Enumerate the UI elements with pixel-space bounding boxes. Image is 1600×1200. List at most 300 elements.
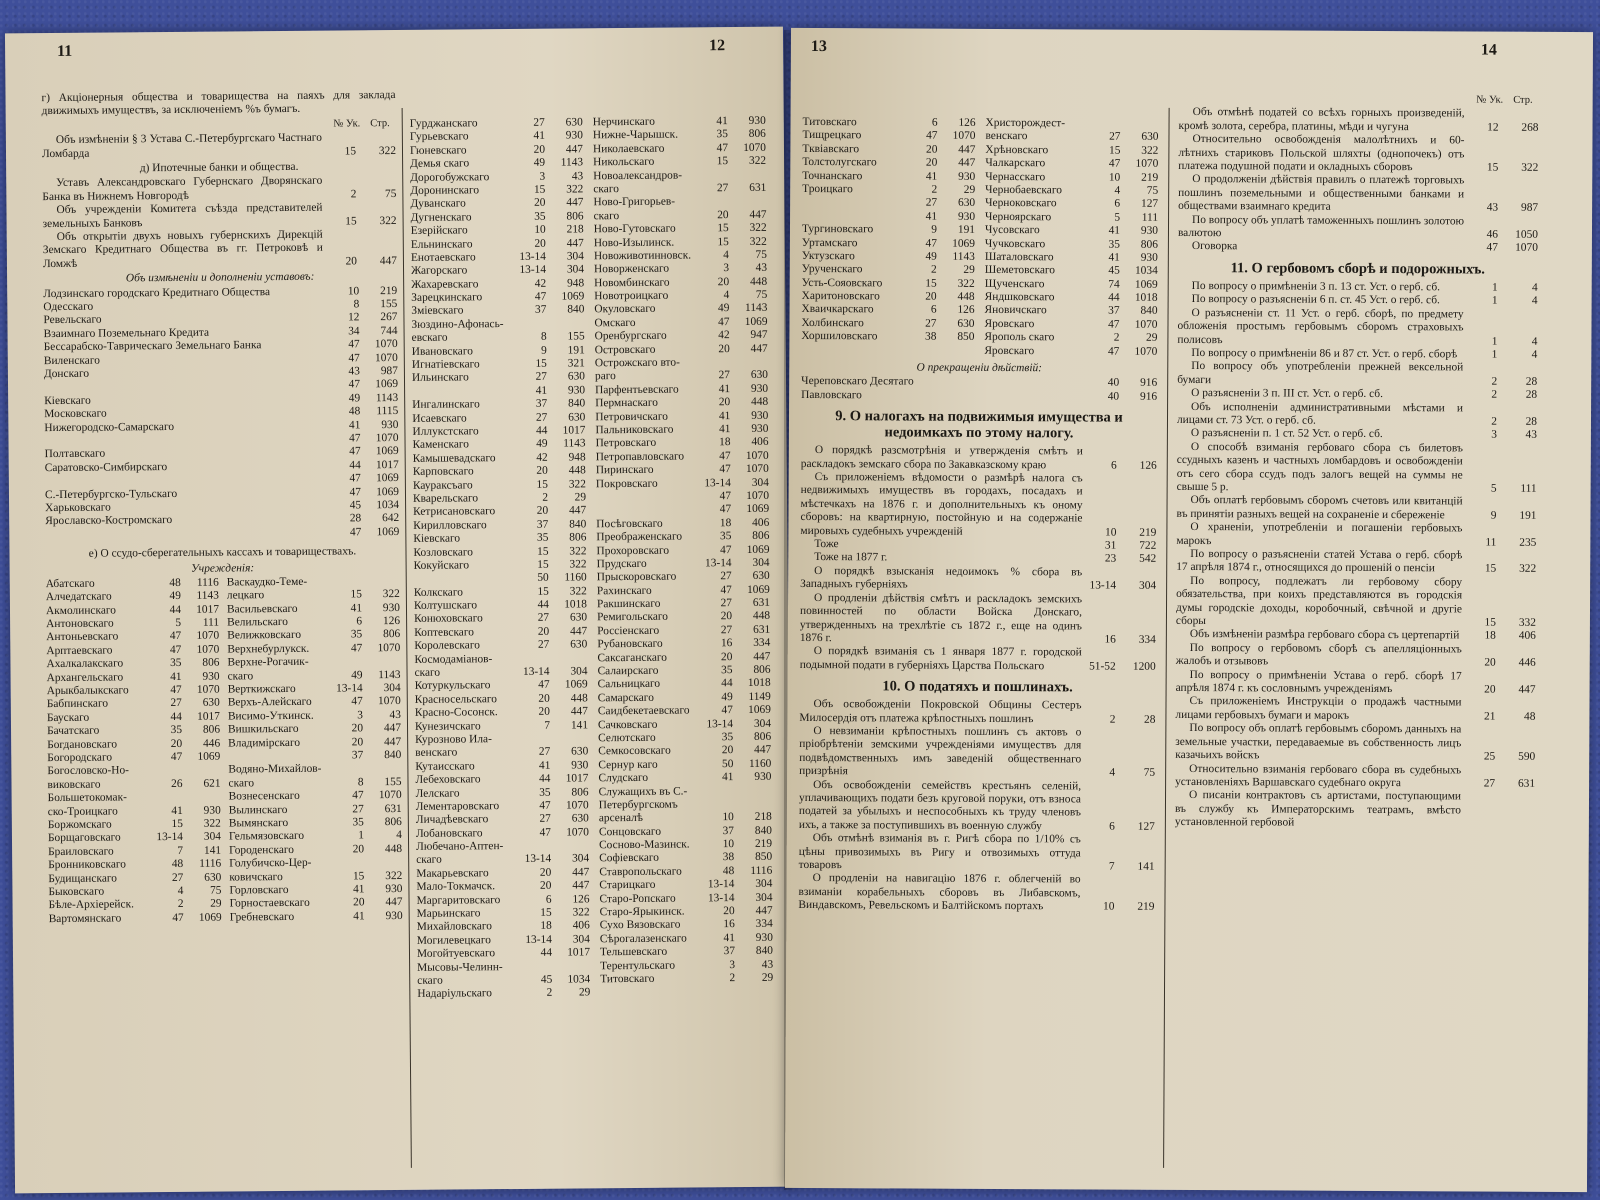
entry-title: Абатскаго [45,577,95,591]
entry-issue-number: 2 [931,183,938,196]
entry-title: Велижковскаго [227,629,302,642]
entry-page-number: 1069 [376,472,399,485]
entry-issue-number: 2 [1109,713,1116,726]
entry-title: Съ приложеніемъ вѣдомости о размѣрѣ налога съ недвижимыхъ имуществъ въ городахъ, посадахъ и мѣстечкахъ на 1876 г. и дополнительныхъ къ оному сборовъ: на квартирную, постойную и на содержаніе мировыхъ судебныхъ учрежденій [800,471,1083,538]
page-11-column [41,88,402,926]
entry-issue-number: 49 [169,590,181,603]
entry-title: Лелскаго [415,787,460,800]
entry-title: Полтавскаго [44,447,106,461]
entry-page-number: 1018 [564,598,588,611]
entry-title: По вопросу о разъясненіи статей Устава о герб. сборѣ 17 апрѣля 1874 г., относящихся до прошеній о пенсіи [1176,548,1463,575]
entry-title: Титовскаго [600,972,655,986]
entry-page-number: 806 [384,815,402,829]
entry-page-number: 1160 [748,757,772,770]
page-12-column [410,115,774,1002]
list-item [802,236,975,250]
entry-issue-number: 15 [716,155,729,168]
entry-title: Васкаудко-Теме- [226,575,308,589]
entry-page-number: 141 [1137,860,1155,873]
entry-title: Макарьевскаго [416,867,489,880]
entry-page-number: 930 [957,210,976,223]
entry-title: Дуванскаго [410,197,466,211]
list-item [802,129,975,143]
entry-issue-number: 41 [353,909,365,923]
index-entry [1177,441,1537,497]
entry-page-number: 840 [1140,305,1158,318]
entry-title: скаго [227,669,254,683]
index-entry [1178,240,1538,255]
list-item [802,196,975,210]
entry-page-number: 191 [957,223,976,236]
entry-title: По вопросу о примѣненіи Устава о герб. сборѣ 17 апрѣля 1874 г. къ сословнымъ учрежденіямъ [1175,668,1462,696]
entry-title: Яровскаго [984,344,1035,357]
entry-issue-number: 1 [1491,281,1498,294]
entry-title: Космодаміанов- [414,652,493,666]
entry-title: Иллукстскаго [412,425,479,438]
page-12-right-list [593,115,774,1000]
entry-page-number: 1017 [567,946,591,959]
entry-title: Петропавловскаго [595,450,685,464]
entry-page-number: 590 [1518,750,1536,763]
entry-page-number: 840 [569,518,587,531]
entry-title: Браиловскаго [48,845,114,858]
entry-page-number: 322 [569,585,587,598]
entry-title: Кіевскаго [44,394,91,407]
entry-page-number: 630 [569,611,588,624]
entry-issue-number: 47 [348,338,360,351]
entry-issue-number: 37 [535,397,548,411]
entry-title: О порядкѣ разсмотрѣнія и утвержденія смѣтъ и раскладокъ земскаго сбора по Закавказскому краю [800,444,1083,471]
entry-issue-number: 10 [722,838,735,851]
entry-issue-number: 35 [716,128,728,141]
entry-title: Саидбекетаевскаго [597,704,690,718]
entry-issue-number: 20 [1484,683,1496,696]
entry-page-number: 840 [755,944,774,958]
entry-page-number: 141 [570,718,589,732]
entry-title: Виленскаго [43,354,100,367]
entry-title: скаго [593,183,619,196]
entry-page-number: 1143 [560,156,584,169]
entry-page-number: 1050 [1515,228,1539,241]
entry-issue-number: 5 [175,616,182,630]
entry-issue-number [328,575,362,589]
entry-issue-number: 44 [537,598,550,611]
entry-page-number: 447 [379,254,398,268]
entry-page-number: 322 [572,906,590,919]
entry-title: Вознесенскаго [228,790,300,803]
entry-page-number: 334 [753,636,771,650]
entry-page-number: 630 [750,369,769,382]
entry-page-number: 448 [570,692,588,705]
entry-issue-number [694,195,728,209]
entry-title: Коптевскаго [414,626,474,639]
entry-page-number: 542 [1139,553,1157,566]
entry-issue-number [517,840,551,854]
entry-page-number: 1116 [196,576,219,589]
entry-title: Чалкарскаго [985,157,1046,170]
entry-issue-number: 15 [717,235,729,248]
entry-page-number: 75 [209,884,222,897]
entry-issue-number: 4 [723,249,729,262]
section-9-heading: 9. О налогахъ на подвижимыя имущества и недоимкахъ по этому налогу. [835,408,1123,442]
entry-title: Могойтуевскаго [416,947,496,961]
entry-issue-number: 2 [1491,415,1498,428]
entry-issue-number: 37 [723,945,736,958]
entry-title: Черноярскаго [985,210,1052,224]
entry-title: О невзиманіи крѣпостныхъ пошлинъ съ актовъ о пріобрѣтеніи земскими учрежденіями имуществъ для подвѣдомственныхъ имъ заведеній общественнаго призрѣнія [799,724,1082,778]
entry-issue-number: 2 [1113,331,1120,344]
entry-title: Лебеховскаго [415,773,481,787]
entry-title: Каменскаго [412,438,470,452]
entry-issue-number: 37 [534,304,547,317]
entry-issue-number: 20 [345,255,358,268]
entry-title: Россіенскаго [597,624,660,638]
entry-page-number [546,317,584,331]
entry-title: Ремигольскаго [597,611,669,624]
entry-title: Старицкаго [599,879,656,892]
entry-title: Урученскаго [801,263,863,276]
entry-page-number: 448 [568,464,586,477]
entry-issue-number: 35 [539,786,551,799]
entry-page-number: 1017 [562,424,586,437]
entry-issue-number: 49 [925,250,937,263]
entry-issue-number: 1 [1491,294,1498,307]
entry-page-number: 447 [1518,683,1536,696]
entry-page-number: 28 [1144,713,1156,726]
entry-page-number: 630 [204,871,222,884]
entry-issue-number: 48 [169,576,181,589]
entry-title: Никольскаго [593,155,655,169]
entry-issue-number: 40 [1107,390,1120,403]
list-item [985,264,1158,278]
entry-issue-number: 35 [1108,238,1120,251]
entry-title: Чернасскаго [985,170,1046,183]
entry-title: Объ отмѣнѣ податей со всѣхъ горныхъ произведеній, кромѣ золота, серебра, платины, мѣди и чугуна [1178,106,1465,133]
entry-title: Сосново-Мазинск. [599,838,690,852]
entry-page-number: 1018 [1134,291,1158,304]
entry-title: Марьинскаго [416,907,481,920]
entry-issue-number: 20 [925,290,937,303]
entry-issue-number: 49 [717,302,730,315]
entry-page-number: 219 [1139,526,1157,539]
entry-page-number: 947 [750,329,768,342]
entry-page-number: 322 [379,214,397,227]
entry-page-number: 1069 [197,750,221,763]
entry-page-number: 191 [1519,509,1537,522]
entry-title: Исаевскаго [412,411,467,425]
entry-title: Яндшковскаго [984,291,1055,304]
entry-page-number: 1070 [375,431,399,445]
entry-title: скаго [417,974,443,987]
entry-issue-number: 8 [353,298,360,311]
entry-issue-number: 20 [925,156,938,169]
entry-title: Бабпинскаго [46,697,109,711]
entry-page-number: 304 [572,933,590,946]
entry-title: ско-Троицкаго [47,805,118,818]
entry-title: Голубичско-Цер- [229,856,312,870]
entry-page-number: 406 [752,516,770,529]
entry-title: Новоживотинновск. [593,249,692,263]
entry-title: Салаирскаго [597,664,659,678]
entry-title: венскаго [985,130,1028,143]
entry-page-number: 1149 [748,690,771,703]
entry-page-number: 447 [383,722,402,735]
str-label: Стр. [370,117,390,130]
entry-title: Лементаровскаго [415,800,500,813]
entry-issue-number: 12 [1487,121,1499,134]
entry-issue-number: 15 [1484,562,1497,576]
entry-page-number: 1116 [199,857,222,870]
entry-issue-number: 20 [351,722,364,735]
column-header [1179,92,1539,107]
entry-issue-number [148,764,182,778]
entry-page-number: 322 [1141,144,1159,157]
entry-page-number: 1069 [746,503,770,516]
list-item [802,170,975,184]
entry-issue-number: 41 [170,670,182,683]
entry-page-number: 806 [571,785,589,799]
entry-page-number: 29 [761,971,774,984]
entry-page-number: 43 [761,958,774,971]
entry-issue-number: 1 [1491,335,1498,348]
list-item [417,987,590,1002]
index-entry [801,444,1157,473]
entry-page-number: 111 [202,616,220,629]
entry-title: Тельшевскаго [599,945,668,959]
entry-title: Московскаго [44,407,107,421]
entry-issue-number: 20 [352,843,365,856]
entry-title: Нижне-Чарышск. [592,128,679,142]
entry-issue-number: 48 [348,405,361,418]
entry-page-number: 806 [202,656,220,669]
entry-title: Черноковскаго [985,197,1057,210]
entry-title: скаго [593,209,620,223]
entry-title: О порядкѣ взысканія недоимокъ % сбора въ Западныхъ губерніяхъ [800,564,1083,591]
entry-title: Объ оплатѣ гербовымъ сборомъ счетовъ или квитанцій въ принятіи разныхъ вещей на сохраненіе и сбереженіе [1176,494,1463,522]
entry-page-number: 1034 [1134,265,1158,278]
institutions-heading: Учрежденія: [191,561,255,575]
entry-issue-number: 27 [718,369,731,382]
entry-issue-number: 9 [540,344,547,357]
entry-issue-number: 3 [539,170,546,183]
entry-title: Тквіавскаго [802,142,860,156]
entry-title: Посѣговскаго [596,517,663,530]
entry-title: Прохоровскаго [596,544,670,557]
entry-issue-number: 4 [177,884,184,897]
entry-issue-number: 11 [1485,536,1497,549]
list-item [600,972,773,987]
entry-title: Боржомскаго [47,818,112,832]
entry-issue-number: 13-14 [156,831,184,844]
entry-issue-number: 27 [352,802,364,815]
entry-issue-number: 37 [536,518,549,531]
entry-page-number: 219 [380,284,398,297]
entry-issue-number: 41 [348,418,361,432]
left-page-spread [5,27,793,1194]
entry-page-number: 930 [750,382,769,395]
entry-issue-number: 20 [721,744,734,757]
entry-page-number: 1143 [378,668,401,681]
entry-page-number: 219 [1141,171,1159,184]
entry-title [596,490,697,504]
entry-issue-number: 27 [539,812,551,826]
entry-title: Жагорскаго [410,264,468,278]
entry-title: Кутаисскаго [415,760,475,773]
entry-page-number: 447 [566,236,584,250]
entry-issue-number [700,785,734,799]
entry-title: О писаніи контрактовъ съ артистами, поступающими въ службу къ Императорскимъ театрамъ, вмѣсто установленной гербовой [1174,789,1462,829]
entry-issue-number: 47 [1107,345,1120,358]
entry-page-number: 1070 [378,789,402,802]
entry-page-number: 806 [1140,238,1158,251]
entry-issue-number: 47 [169,643,182,656]
entry-issue-number: 35 [170,657,182,670]
entry-page-number: 155 [380,298,398,311]
entry-title: Сачковскаго [597,718,658,731]
entry-title: Старо-Ропскаго [599,892,676,905]
entry-page-number: 840 [384,748,402,762]
entry-page-number: 304 [383,682,401,695]
entry-issue-number: 6 [1111,459,1117,472]
entry-title: Владимірскаго [228,736,301,750]
entry-issue-number: 20 [720,650,733,663]
entry-title: Ново-Изылинск. [593,236,675,249]
entry-title: Жахаревскаго [411,277,479,291]
entry-issue-number: 38 [925,330,937,343]
entry-title: О продленіи на навигацію 1876 г. облегченій во взиманіи корабельныхъ сборовъ въ Либавскомъ, Виндавскомъ, Ревельскомъ и Балтійскомъ портахъ [798,872,1081,913]
entry-issue-number: 27 [720,623,733,637]
entry-issue-number: 27 [720,597,733,610]
entry-title: Дугненскаго [410,211,472,224]
entry-issue-number: 40 [1107,377,1120,390]
page-13-column [798,116,1158,914]
entry-title: О разъясненіи ст. 11 Уст. о герб. сборѣ, по предмету обложенія простымъ гербовымъ сборомъ страховыхъ полисовъ [1177,306,1464,346]
entry-page-number: 4 [1531,295,1538,308]
entry-issue-number: 50 [721,757,734,770]
index-entry [1178,106,1538,135]
entry-issue-number: 47 [352,789,364,802]
entry-page-number: 744 [380,324,398,338]
entry-page-number: 1160 [564,571,587,584]
entry-title: Ревельскаго [43,314,102,327]
entry-issue-number: 2 [1491,375,1498,388]
entry-page-number: 43 [755,262,768,275]
entry-page-number: 1017 [565,772,589,785]
entry-page-number: 930 [381,418,399,431]
entry-issue-number: 41 [716,115,728,128]
entry-issue-number: 1 [358,829,365,842]
index-entry [1176,642,1536,671]
entry-title: венскаго [415,746,458,760]
entry-issue-number: 31 [1104,539,1117,552]
list-item [802,183,975,197]
entry-title: Козловскаго [413,545,474,559]
list-item [801,330,974,344]
entry-issue-number: 47 [348,378,361,391]
entry-issue-number: 20 [538,692,550,705]
entry-page-number: 930 [202,670,220,683]
entry-issue-number: 41 [718,423,731,436]
entry-issue-number: 28 [349,512,362,525]
entry-page-number: 630 [570,638,588,651]
entry-page-number: 447 [754,744,772,757]
entry-issue-number: 6 [545,893,552,906]
entry-issue-number: 47 [349,526,362,539]
index-entry [1176,575,1536,631]
entry-title: Донскаго [43,367,90,381]
entry-page-number: 4 [1531,281,1538,294]
entry-title: Покровскаго [595,477,658,490]
entry-page-number: 1070 [566,826,589,839]
entry-title: По вопросу о разъясненіи 6 п. ст. 45 Уст. о герб. сб. [1191,293,1440,307]
entry-page-number: 447 [753,650,771,663]
entry-title [45,526,327,542]
list-item [801,389,1157,404]
list-item [984,345,1157,359]
entry-page-number: 630 [1141,131,1159,144]
entry-title: Маргаритовскаго [416,893,501,907]
entry-title: Сернур каго [598,758,658,772]
entry-title: Тищрецкаго [802,129,862,142]
entry-title: Череповскаго Десятаго [801,375,914,388]
entry-issue-number: 41 [925,210,938,223]
entry-title: О разъясненіи п. 1 ст. 52 Уст. о герб. сб. [1190,427,1383,441]
list-item [802,143,975,157]
entry-page-number: 111 [1520,482,1537,495]
entry-title: Ильинскаго [411,371,469,385]
entry-title: Саратовско-Симбирскаго [44,460,168,474]
entry-page-number: 29 [210,897,222,910]
entry-issue-number: 21 [1484,710,1496,723]
entry-page-number: 127 [1137,820,1155,833]
entry-issue-number: 35 [170,724,183,737]
entry-title: Мало-Токмачск. [416,880,496,894]
entry-issue-number: 44 [349,459,361,472]
entry-issue-number: 15 [533,183,546,196]
entry-issue-number: 47 [721,704,733,717]
entry-issue-number: 20 [534,237,546,250]
entry-title: Кіевскаго [413,532,461,545]
entry-title: Сѣрогалазенскаго [599,932,687,946]
entry-issue-number [149,791,183,805]
entry-issue-number: 38 [722,851,735,864]
entry-issue-number: 13-14 [519,264,547,277]
entry-issue-number: 41 [718,409,731,422]
entry-title: Велильскаго [227,616,289,629]
entry-issue-number: 20 [539,879,552,893]
entry-page-number: 631 [749,181,767,194]
entry-title: Объ освобожденіи семействъ крестьянъ селеній, уплачивающихъ подати безъ круговой поруки, отъ взноса податей за убылыхъ и неспособныхъ къ труду членовъ ихъ, а также за поступившихъ въ военную службу [798,778,1082,833]
list-item [985,184,1158,198]
entry-title [414,572,515,586]
entry-issue-number: 41 [722,771,734,784]
entry-title: По вопросу, подлежатъ ли гербовому сбору обязательства, при коихъ представляются въ городскія думы городскіе доходы, коробочный, свѣчной и другіе сборы [1175,574,1463,628]
entry-title: лецкаго [226,589,265,602]
entry-page-number: 1143 [952,250,975,263]
entry-title [802,210,903,224]
entry-title: евскаго [411,331,448,345]
entry-page-number: 806 [748,128,766,141]
entry-title: Холбинскаго [801,316,864,330]
list-item [985,291,1158,305]
entry-issue-number: 10 [534,223,546,236]
page-13-right-list [984,117,1158,359]
entry-title: Михайловскаго [416,920,492,934]
entry-issue-number: 47 [716,141,729,154]
entry-issue-number: 27 [538,746,551,759]
entry-title: Чучковскаго [984,237,1046,250]
entry-issue-number: 35 [350,628,363,641]
